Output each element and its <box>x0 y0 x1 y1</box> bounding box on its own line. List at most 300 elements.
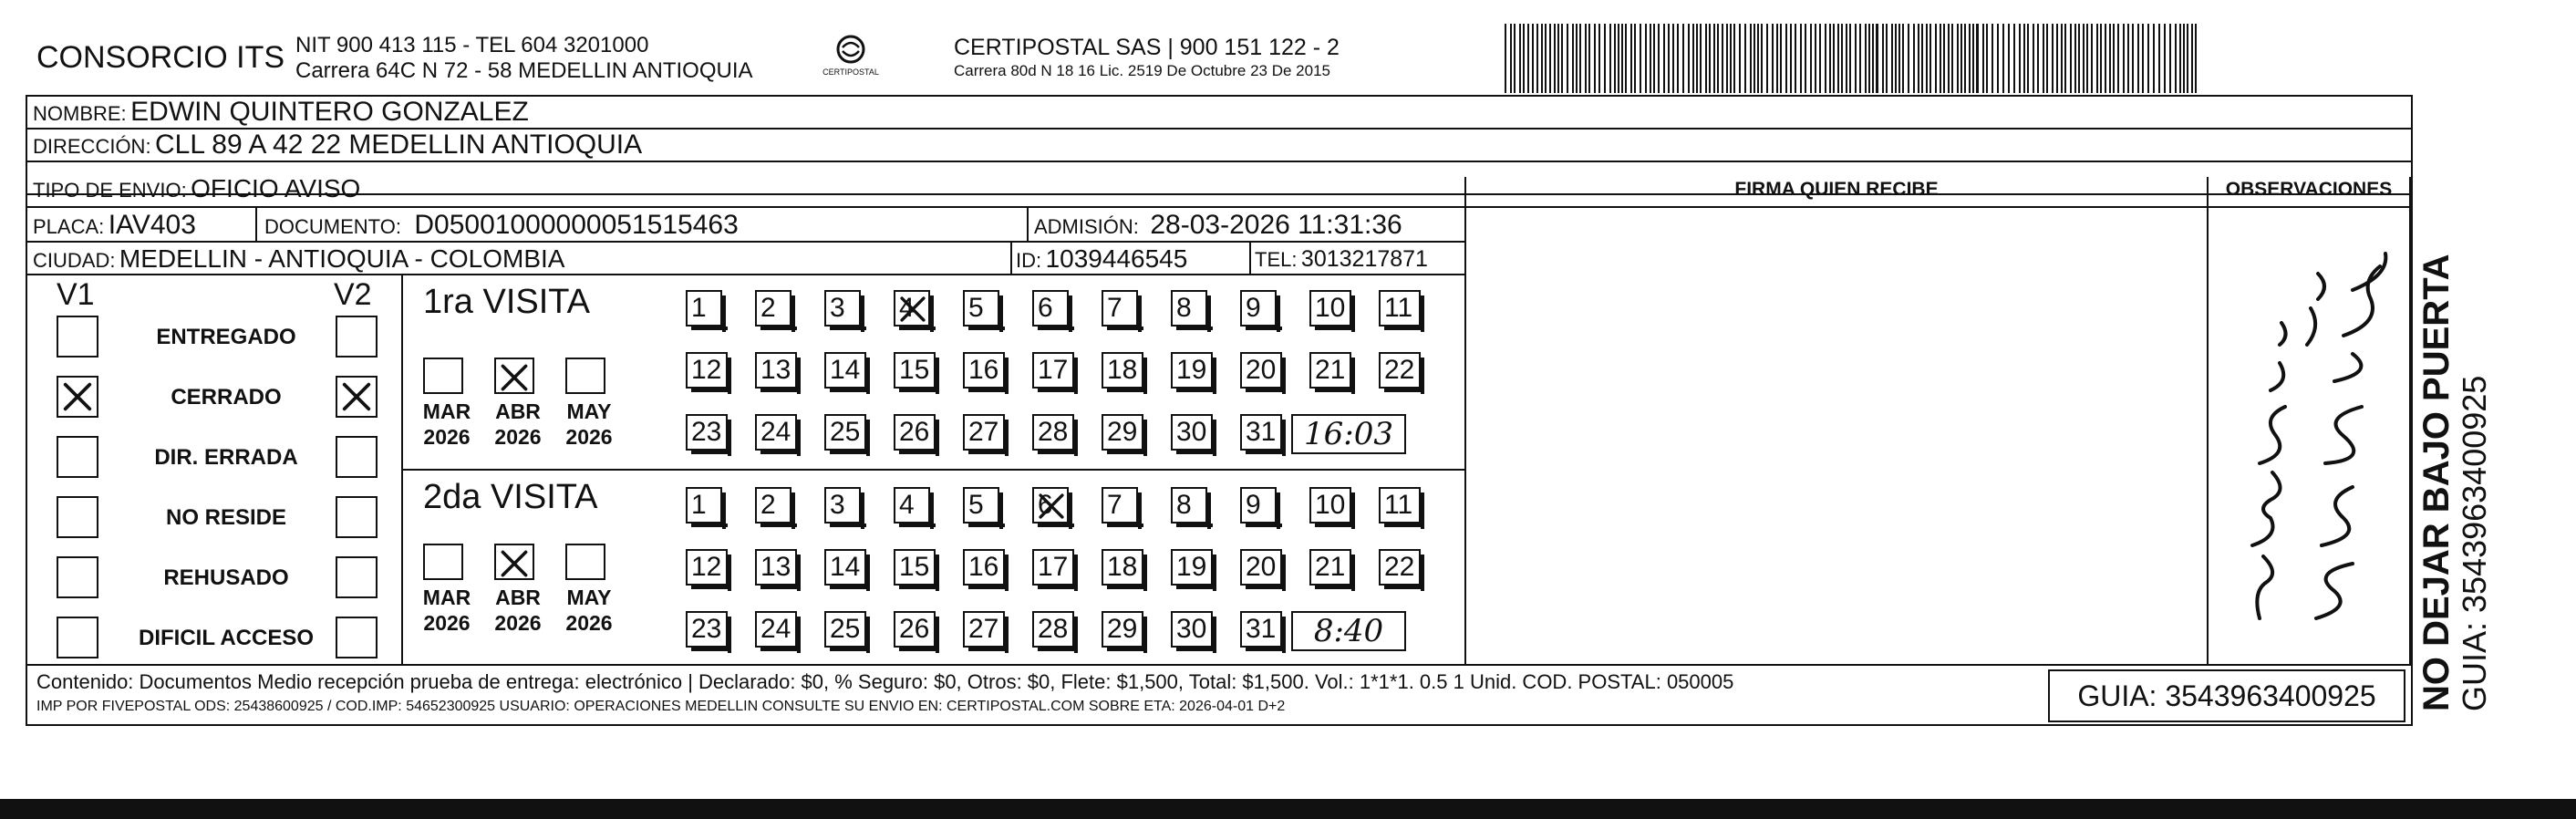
barcode-bar <box>1733 24 1735 93</box>
admision-value: 28-03-2026 11:31:36 <box>1150 210 1402 240</box>
day-box-9[interactable] <box>1240 290 1277 327</box>
day-number: 11 <box>1384 490 1413 520</box>
day-box-19[interactable] <box>1171 549 1213 586</box>
id-value: 1039446545 <box>1045 244 1188 273</box>
day-box-5[interactable] <box>963 290 999 327</box>
day-number: 11 <box>1384 293 1413 323</box>
day-box-2[interactable] <box>755 290 791 327</box>
ciudad-label: CIUDAD: <box>33 249 116 272</box>
day-box-10[interactable] <box>1309 487 1351 524</box>
day-box-27[interactable] <box>963 611 1005 648</box>
barcode-bar <box>1650 24 1651 93</box>
tel-row <box>1255 246 1428 273</box>
barcode-bar <box>2037 24 2039 93</box>
day-box-1[interactable] <box>686 487 722 524</box>
day-box-21[interactable] <box>1309 549 1351 586</box>
day-box-8[interactable] <box>1171 487 1207 524</box>
barcode <box>1505 24 2207 93</box>
day-number: 3 <box>830 490 845 520</box>
day-number: 29 <box>1107 614 1138 644</box>
month-checkbox-mar[interactable] <box>423 544 463 580</box>
barcode-bar <box>1872 24 1874 93</box>
nombre-row <box>33 97 529 128</box>
day-number: 18 <box>1107 355 1138 385</box>
barcode-bar <box>2023 24 2025 93</box>
day-number: 1 <box>691 490 707 520</box>
day-number: 18 <box>1107 552 1138 582</box>
check-mark-icon <box>60 379 95 414</box>
barcode-bar <box>1772 24 1774 93</box>
barcode-bar <box>2132 24 2134 93</box>
day-number: 29 <box>1107 417 1138 447</box>
barcode-bar <box>1682 24 1684 93</box>
day-box-20[interactable] <box>1240 352 1282 389</box>
day-box-31[interactable] <box>1240 414 1282 451</box>
barcode-bar <box>1700 24 1702 93</box>
month-label: MAY <box>566 586 612 609</box>
barcode-bar <box>1717 24 1719 93</box>
barcode-bar <box>1730 24 1732 93</box>
day-number: 25 <box>830 417 861 447</box>
barcode-bar <box>1982 24 1984 93</box>
day-box-14[interactable] <box>824 352 866 389</box>
barcode-bar <box>1713 24 1715 93</box>
tel-label: TEL: <box>1255 248 1298 271</box>
barcode-bar <box>1754 24 1755 93</box>
barcode-bar <box>1829 24 1831 93</box>
tipo-value: OFICIO AVISO <box>191 174 361 202</box>
footer-guia: GUIA: 3543963400925 <box>2077 679 2376 712</box>
barcode-bar <box>2158 24 2160 93</box>
barcode-bar <box>1536 24 1538 93</box>
barcode-bar <box>1576 24 1578 93</box>
barcode-bar <box>1640 24 1641 93</box>
barcode-bar <box>1653 24 1655 93</box>
time-box[interactable] <box>1291 414 1406 454</box>
barcode-bar <box>1630 24 1632 93</box>
barcode-bar <box>1921 24 1923 93</box>
documento-value: D05001000000051515463 <box>414 210 739 240</box>
day-box-26[interactable] <box>894 611 936 648</box>
barcode-bar <box>2191 24 2193 93</box>
barcode-bar <box>1514 24 1516 93</box>
v1-checkbox-cerrado[interactable] <box>57 376 98 418</box>
day-number: 19 <box>1176 355 1207 385</box>
visit2-title: 2da VISITA <box>423 478 598 516</box>
barcode-bar <box>1527 24 1529 93</box>
day-box-9[interactable] <box>1240 487 1277 524</box>
month-label: MAR <box>422 399 471 423</box>
id-label: ID: <box>1016 249 1042 272</box>
day-number: 20 <box>1246 552 1277 582</box>
day-number: 28 <box>1038 614 1069 644</box>
barcode-bar <box>1658 24 1660 93</box>
day-number: 30 <box>1176 614 1207 644</box>
barcode-bar <box>1609 24 1611 93</box>
barcode-bar <box>2027 24 2029 93</box>
day-number: 15 <box>899 355 930 385</box>
barcode-bar <box>1625 24 1627 93</box>
barcode-bar <box>1810 24 1812 93</box>
day-number: 15 <box>899 552 930 582</box>
barcode-bar <box>1825 24 1826 93</box>
barcode-bar <box>1668 24 1670 93</box>
barcode-bar <box>2195 24 2197 93</box>
barcode-bar <box>1976 24 1979 93</box>
v2-label: V2 <box>334 277 372 312</box>
status-label-rehusado: REHUSADO <box>163 565 289 590</box>
check-mark-icon <box>339 379 374 414</box>
firma-header: FIRMA QUIEN RECIBE <box>1734 179 1939 200</box>
barcode-bar <box>2043 24 2044 93</box>
barcode-bar <box>1876 24 1878 93</box>
barcode-bar <box>1696 24 1698 93</box>
v1-label: V1 <box>57 277 95 312</box>
barcode-bar <box>1634 24 1636 93</box>
placa-label: PLACA: <box>33 215 105 238</box>
v2-checkbox-rehusado[interactable] <box>336 556 378 598</box>
day-box-8[interactable] <box>1171 290 1207 327</box>
barcode-bar <box>2008 24 2010 93</box>
day-box-7[interactable] <box>1102 487 1138 524</box>
direccion-label: DIRECCIÓN: <box>33 135 151 158</box>
day-number: 31 <box>1246 417 1277 447</box>
v1-checkbox-no-reside[interactable] <box>57 496 98 538</box>
observation-handwriting <box>2216 235 2407 637</box>
barcode-bar <box>2175 24 2177 93</box>
barcode-bar <box>1800 24 1802 93</box>
day-number: 14 <box>830 552 861 582</box>
id-row <box>1016 244 1187 274</box>
month-label: MAR <box>422 586 471 609</box>
day-number: 5 <box>968 490 984 520</box>
observaciones-header: OBSERVACIONES <box>2225 179 2393 200</box>
barcode-bar <box>2078 24 2080 93</box>
footer-line2: IMP POR FIVEPOSTAL ODS: 25438600925 / COD.IMP: 54652300925 USUARIO: OPERACIONES MEDELLIN CONSULTE SU ENVIO EN: CERTIPOSTAL.COM SOBRE ETA: 2026-04-01 D+2 <box>36 699 1286 714</box>
tipo-label: TIPO DE ENVIO: <box>33 179 187 202</box>
v1-checkbox-entregado[interactable] <box>57 316 98 358</box>
day-box-23[interactable] <box>686 611 728 648</box>
v1-checkbox-rehusado[interactable] <box>57 556 98 598</box>
barcode-bar <box>1585 24 1587 93</box>
barcode-bar <box>1614 24 1616 93</box>
barcode-bar <box>1841 24 1843 93</box>
day-number: 17 <box>1038 552 1069 582</box>
barcode-bar <box>1557 24 1559 93</box>
barcode-bar <box>1780 24 1782 93</box>
documento-label: DOCUMENTO: <box>264 215 401 238</box>
barcode-bar <box>2164 24 2166 93</box>
day-box-12[interactable] <box>686 549 728 586</box>
day-number: 16 <box>968 355 999 385</box>
barcode-bar <box>1805 24 1806 93</box>
day-number: 17 <box>1038 355 1069 385</box>
barcode-bar <box>1523 24 1525 93</box>
barcode-bar <box>1972 24 1974 93</box>
status-label-cerrado: CERRADO <box>171 385 282 410</box>
day-box-19[interactable] <box>1171 352 1213 389</box>
day-number: 1 <box>691 293 707 323</box>
barcode-bar <box>2179 24 2181 93</box>
day-box-3[interactable] <box>824 487 861 524</box>
day-box-16[interactable] <box>963 352 1005 389</box>
ciudad-value: MEDELLIN - ANTIOQUIA - COLOMBIA <box>119 244 565 273</box>
day-box-22[interactable] <box>1379 352 1421 389</box>
day-number: 30 <box>1176 417 1207 447</box>
day-box-22[interactable] <box>1379 549 1421 586</box>
status-label-dificil-acceso: DIFICIL ACCESO <box>138 626 314 650</box>
barcode-bar <box>1739 24 1741 93</box>
day-number: 26 <box>899 614 930 644</box>
barcode-bar <box>1688 24 1690 93</box>
month-label: MAY <box>566 399 612 423</box>
day-number: 25 <box>830 614 861 644</box>
company-name: CONSORCIO ITS <box>36 40 285 75</box>
v1-checkbox-dificil-acceso[interactable] <box>57 617 98 658</box>
barcode-bar <box>1726 24 1728 93</box>
month-checkbox-may[interactable] <box>565 544 605 580</box>
day-box-4[interactable] <box>894 290 930 327</box>
footer-guia-box <box>2048 669 2405 722</box>
day-number: 7 <box>1107 490 1122 520</box>
certipostal-sub: Carrera 80d N 18 16 Lic. 2519 De Octubre 23 De 2015 <box>954 62 1330 79</box>
barcode-bar <box>1761 24 1763 93</box>
day-box-17[interactable] <box>1032 352 1074 389</box>
month-checkbox-mar[interactable] <box>423 358 463 394</box>
barcode-bar <box>1908 24 1909 93</box>
day-box-21[interactable] <box>1309 352 1351 389</box>
logo-text: CERTIPOSTAL <box>822 67 879 77</box>
day-number: 21 <box>1315 552 1346 582</box>
day-box-10[interactable] <box>1309 290 1351 327</box>
barcode-bar <box>1604 24 1606 93</box>
day-number: 22 <box>1384 355 1415 385</box>
barcode-bar <box>1898 24 1900 93</box>
day-number: 24 <box>760 417 791 447</box>
v1-checkbox-dir-errada[interactable] <box>57 436 98 478</box>
day-number: 28 <box>1038 417 1069 447</box>
barcode-bar <box>1859 24 1861 93</box>
side-guia: GUIA: 3543963400925 <box>2456 375 2493 711</box>
day-box-30[interactable] <box>1171 414 1213 451</box>
day-box-26[interactable] <box>894 414 936 451</box>
day-number: 10 <box>1315 293 1346 323</box>
barcode-bar <box>1572 24 1574 93</box>
barcode-bar <box>2137 24 2139 93</box>
day-number: 8 <box>1176 490 1192 520</box>
day-box-6[interactable] <box>1032 487 1069 524</box>
v2-checkbox-entregado[interactable] <box>336 316 378 358</box>
day-box-28[interactable] <box>1032 611 1074 648</box>
direccion-value: CLL 89 A 42 22 MEDELLIN ANTIOQUIA <box>155 130 643 160</box>
status-label-entregado: ENTREGADO <box>156 325 296 349</box>
admision-row <box>1034 210 1402 241</box>
barcode-bar <box>1991 24 1993 93</box>
barcode-bar <box>2064 24 2066 93</box>
day-number: 20 <box>1246 355 1277 385</box>
day-box-27[interactable] <box>963 414 1005 451</box>
barcode-bar <box>1986 24 1988 93</box>
day-box-23[interactable] <box>686 414 728 451</box>
day-box-16[interactable] <box>963 549 1005 586</box>
time-value: 8:40 <box>1313 613 1384 649</box>
day-number: 6 <box>1038 293 1053 323</box>
day-box-29[interactable] <box>1102 611 1143 648</box>
barcode-bar <box>2019 24 2021 93</box>
day-box-18[interactable] <box>1102 549 1143 586</box>
barcode-bar <box>1913 24 1915 93</box>
barcode-bar <box>1757 24 1759 93</box>
barcode-bar <box>1567 24 1568 93</box>
check-mark-icon <box>1036 491 1067 522</box>
barcode-bar <box>1545 24 1547 93</box>
day-box-20[interactable] <box>1240 549 1282 586</box>
barcode-bar <box>1709 24 1711 93</box>
v2-checkbox-dir-errada[interactable] <box>336 436 378 478</box>
month-checkbox-abr[interactable] <box>494 358 534 394</box>
day-number: 23 <box>691 614 722 644</box>
day-box-3[interactable] <box>824 290 861 327</box>
barcode-bar <box>2169 24 2171 93</box>
barcode-bar <box>1997 24 1999 93</box>
day-number: 4 <box>899 490 915 520</box>
day-box-2[interactable] <box>755 487 791 524</box>
barcode-bar <box>1541 24 1543 93</box>
barcode-bar <box>1554 24 1556 93</box>
barcode-bar <box>1588 24 1590 93</box>
day-box-1[interactable] <box>686 290 722 327</box>
day-number: 5 <box>968 293 984 323</box>
year-label: 2026 <box>423 425 471 449</box>
barcode-bar <box>1895 24 1897 93</box>
year-label: 2026 <box>565 611 613 635</box>
barcode-bar <box>1776 24 1778 93</box>
day-box-5[interactable] <box>963 487 999 524</box>
barcode-bar <box>1705 24 1707 93</box>
barcode-bar <box>1948 24 1950 93</box>
barcode-bar <box>1672 24 1674 93</box>
tipo-row <box>33 174 360 203</box>
day-number: 24 <box>760 614 791 644</box>
documento-row <box>264 210 739 241</box>
day-box-24[interactable] <box>755 414 797 451</box>
status-label-no-reside: NO RESIDE <box>165 505 287 530</box>
day-box-17[interactable] <box>1032 549 1074 586</box>
barcode-bar <box>1868 24 1870 93</box>
day-number: 16 <box>968 552 999 582</box>
day-box-31[interactable] <box>1240 611 1282 648</box>
day-box-15[interactable] <box>894 549 936 586</box>
barcode-bar <box>1663 24 1665 93</box>
day-box-18[interactable] <box>1102 352 1143 389</box>
check-mark-icon <box>498 361 531 394</box>
day-box-4[interactable] <box>894 487 930 524</box>
nombre-label: NOMBRE: <box>33 102 127 125</box>
time-box[interactable] <box>1291 611 1406 651</box>
day-box-28[interactable] <box>1032 414 1074 451</box>
day-box-11[interactable] <box>1379 290 1421 327</box>
day-number: 23 <box>691 417 722 447</box>
barcode-bar <box>1943 24 1945 93</box>
day-box-29[interactable] <box>1102 414 1143 451</box>
barcode-bar <box>1795 24 1796 93</box>
day-box-11[interactable] <box>1379 487 1421 524</box>
year-label: 2026 <box>494 611 542 635</box>
barcode-bar <box>1918 24 1919 93</box>
barcode-bar <box>1790 24 1792 93</box>
day-box-25[interactable] <box>824 414 866 451</box>
barcode-bar <box>1855 24 1857 93</box>
barcode-bar <box>2117 24 2119 93</box>
barcode-bar <box>1969 24 1971 93</box>
barcode-bar <box>1926 24 1928 93</box>
barcode-bar <box>1891 24 1893 93</box>
day-number: 12 <box>691 552 722 582</box>
barcode-bar <box>1505 24 1506 93</box>
day-box-25[interactable] <box>824 611 866 648</box>
day-box-15[interactable] <box>894 352 936 389</box>
day-number: 27 <box>968 417 999 447</box>
day-number: 13 <box>760 552 791 582</box>
barcode-bar <box>1837 24 1839 93</box>
day-box-12[interactable] <box>686 352 728 389</box>
month-checkbox-may[interactable] <box>565 358 605 394</box>
barcode-bar <box>1882 24 1884 93</box>
barcode-bar <box>1744 24 1746 93</box>
day-box-30[interactable] <box>1171 611 1213 648</box>
nit-line: NIT 900 413 115 - TEL 604 3201000 <box>295 33 649 57</box>
day-box-24[interactable] <box>755 611 797 648</box>
barcode-bar <box>1833 24 1835 93</box>
day-box-13[interactable] <box>755 352 797 389</box>
barcode-bar <box>1618 24 1619 93</box>
year-label: 2026 <box>565 425 613 449</box>
barcode-bar <box>2113 24 2115 93</box>
barcode-bar <box>2074 24 2076 93</box>
v2-checkbox-dificil-acceso[interactable] <box>336 617 378 658</box>
check-mark-icon <box>498 547 531 580</box>
day-box-14[interactable] <box>824 549 866 586</box>
day-box-13[interactable] <box>755 549 797 586</box>
barcode-bar <box>2033 24 2034 93</box>
barcode-bar <box>1951 24 1953 93</box>
barcode-bar <box>2091 24 2093 93</box>
admision-label: ADMISIÓN: <box>1034 215 1139 238</box>
barcode-bar <box>2052 24 2054 93</box>
visit1-title: 1ra VISITA <box>423 283 591 321</box>
barcode-bar <box>2109 24 2111 93</box>
footer-line1: Contenido: Documentos Medio recepción prueba de entrega: electrónico | Declarado: $0, % Seguro: $0, Otros: $0, Flete: $1,500, Total: $1,500. Vol.: 1*1*1. 0.5 1 Unid. COD. POSTAL: 050005 <box>36 670 1734 693</box>
status-label-dir-errada: DIR. ERRADA <box>154 445 298 470</box>
barcode-bar <box>2123 24 2125 93</box>
month-checkbox-abr[interactable] <box>494 544 534 580</box>
day-box-6[interactable] <box>1032 290 1069 327</box>
v2-checkbox-no-reside[interactable] <box>336 496 378 538</box>
barcode-bar <box>2142 24 2144 93</box>
barcode-bar <box>2153 24 2155 93</box>
barcode-bar <box>2127 24 2129 93</box>
bottom-bar <box>0 799 2576 819</box>
barcode-bar <box>1849 24 1851 93</box>
tel-value: 3013217871 <box>1300 246 1428 272</box>
v2-checkbox-cerrado[interactable] <box>336 376 378 418</box>
barcode-bar <box>1846 24 1847 93</box>
placa-value: IAV403 <box>108 210 196 240</box>
day-box-7[interactable] <box>1102 290 1138 327</box>
day-number: 14 <box>830 355 861 385</box>
year-label: 2026 <box>423 611 471 635</box>
barcode-bar <box>1902 24 1904 93</box>
